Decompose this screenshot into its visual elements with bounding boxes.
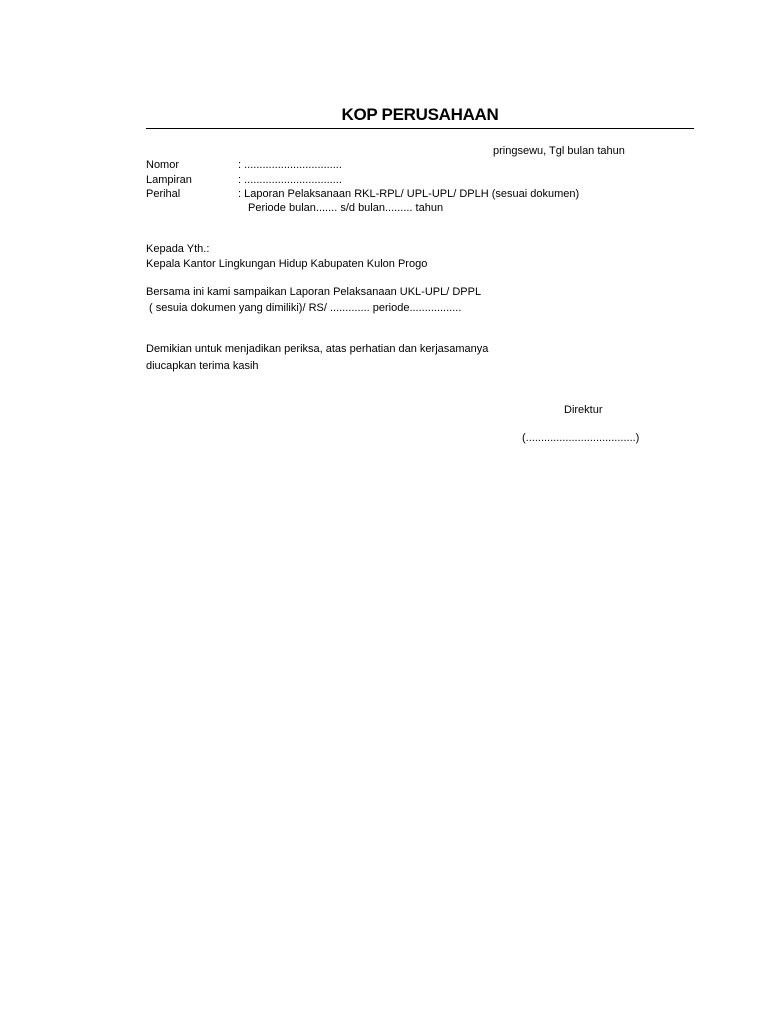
body-line-1: Bersama ini kami sampaikan Laporan Pelaksanaan UKL-UPL/ DPPL — [146, 286, 482, 298]
letterhead-title: KOP PERUSAHAAN — [341, 105, 499, 124]
addressee-greeting: Kepada Yth.: — [146, 243, 210, 255]
closing-line-1: Demikian untuk menjadikan periksa, atas perhatian dan kerjasamanya — [146, 343, 489, 355]
nomor-label: Nomor — [146, 159, 180, 171]
addressee-recipient: Kepala Kantor Lingkungan Hidup Kabupaten Kulon Progo — [146, 258, 428, 270]
signatory-title: Direktur — [564, 404, 603, 416]
nomor-value: : ................................ — [238, 159, 342, 171]
lampiran-value: : ................................ — [238, 174, 342, 186]
place-date: pringsewu, Tgl bulan tahun — [493, 145, 625, 157]
perihal-period: Periode bulan....... s/d bulan......... tahun — [248, 202, 444, 214]
closing-line-2: diucapkan terima kasih — [146, 360, 259, 372]
perihal-label: Perihal — [146, 188, 181, 200]
perihal-value: : Laporan Pelaksanaan RKL-RPL/ UPL-UPL/ DPLH (sesuai dokumen) — [238, 188, 580, 200]
signatory-name-placeholder: (....................................) — [522, 432, 640, 444]
letterhead-rule — [146, 128, 694, 129]
lampiran-label: Lampiran — [146, 174, 192, 186]
body-line-2: ( sesuia dokumen yang dimiliki)/ RS/ ............. periode................. — [149, 302, 462, 314]
